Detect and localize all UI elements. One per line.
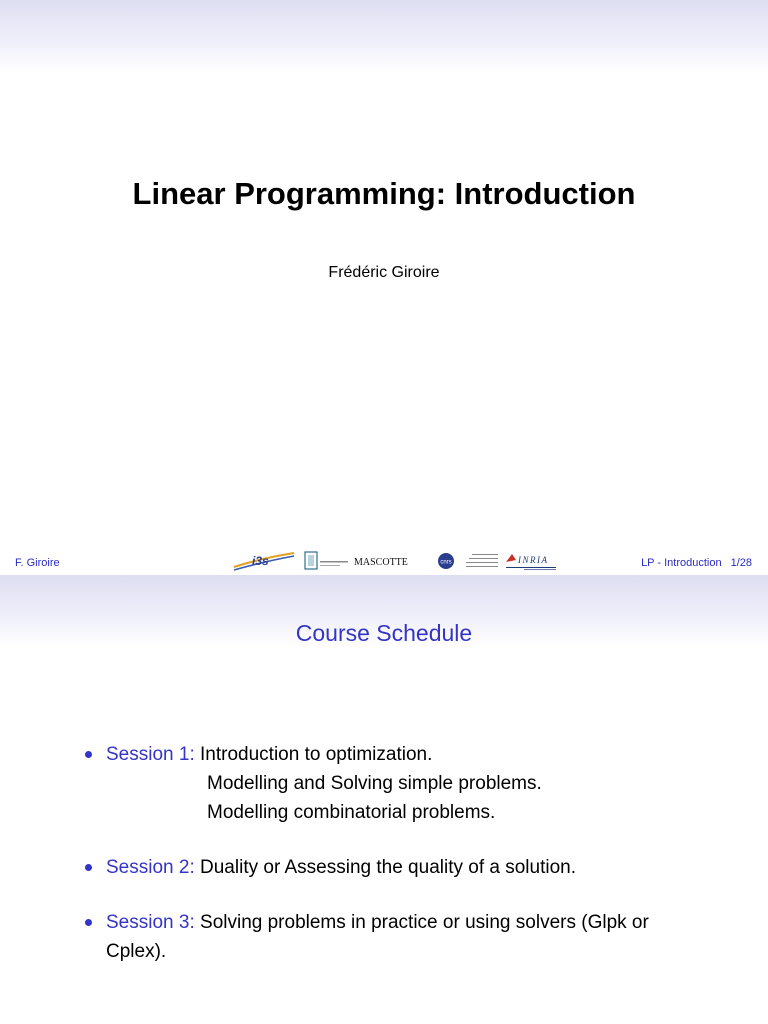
bullet-icon: [85, 919, 92, 926]
inria-logo-text: INRIA: [518, 555, 549, 565]
schedule-list: [85, 740, 725, 966]
i3s-logo: [232, 550, 296, 572]
footer-author: F. Giroire: [15, 557, 60, 569]
session-text: Introduction to optimization.: [200, 744, 433, 765]
session-text: Duality or Assessing the quality of a solution.: [200, 857, 576, 878]
session-text: Solving problems in practice or using solvers (Glpk or: [200, 912, 649, 933]
list-item-line: [106, 740, 725, 769]
bullet-icon: [85, 864, 92, 871]
session-text: Cplex).: [106, 941, 167, 962]
cnrs-logo-text: cnrs: [440, 559, 452, 566]
presentation-title: Linear Programming: Introduction: [132, 176, 636, 211]
course-schedule-slide: [0, 575, 768, 1024]
list-item: [85, 740, 725, 827]
header-band: [0, 0, 768, 72]
list-item: [85, 853, 725, 882]
inria-logo: [504, 550, 558, 572]
bullet-icon: [85, 751, 92, 758]
list-item: [85, 908, 725, 966]
footer-page-number: 1/28: [730, 557, 752, 569]
university-logo: [304, 550, 350, 572]
footer-short-title: LP - Introduction: [641, 557, 722, 569]
session-label: Session 2:: [106, 857, 195, 878]
slide-footer: [0, 545, 768, 575]
mascotte-logo: MASCOTTE: [354, 557, 408, 568]
institute-logo: [464, 550, 500, 572]
frame-title: Course Schedule: [295, 620, 473, 646]
session-label: Session 3:: [106, 912, 195, 933]
i3s-logo-text: i3s: [252, 554, 269, 568]
session-text: Modelling combinatorial problems.: [207, 802, 496, 823]
list-item-line: [106, 853, 725, 882]
session-label: Session 1:: [106, 744, 195, 765]
footer-right: [641, 557, 752, 569]
partner-logos: [232, 550, 562, 572]
presentation-author: Frédéric Giroire: [328, 264, 440, 281]
list-item-line: [106, 908, 725, 937]
session-text: Modelling and Solving simple problems.: [207, 773, 542, 794]
cnrs-logo: [436, 550, 456, 572]
